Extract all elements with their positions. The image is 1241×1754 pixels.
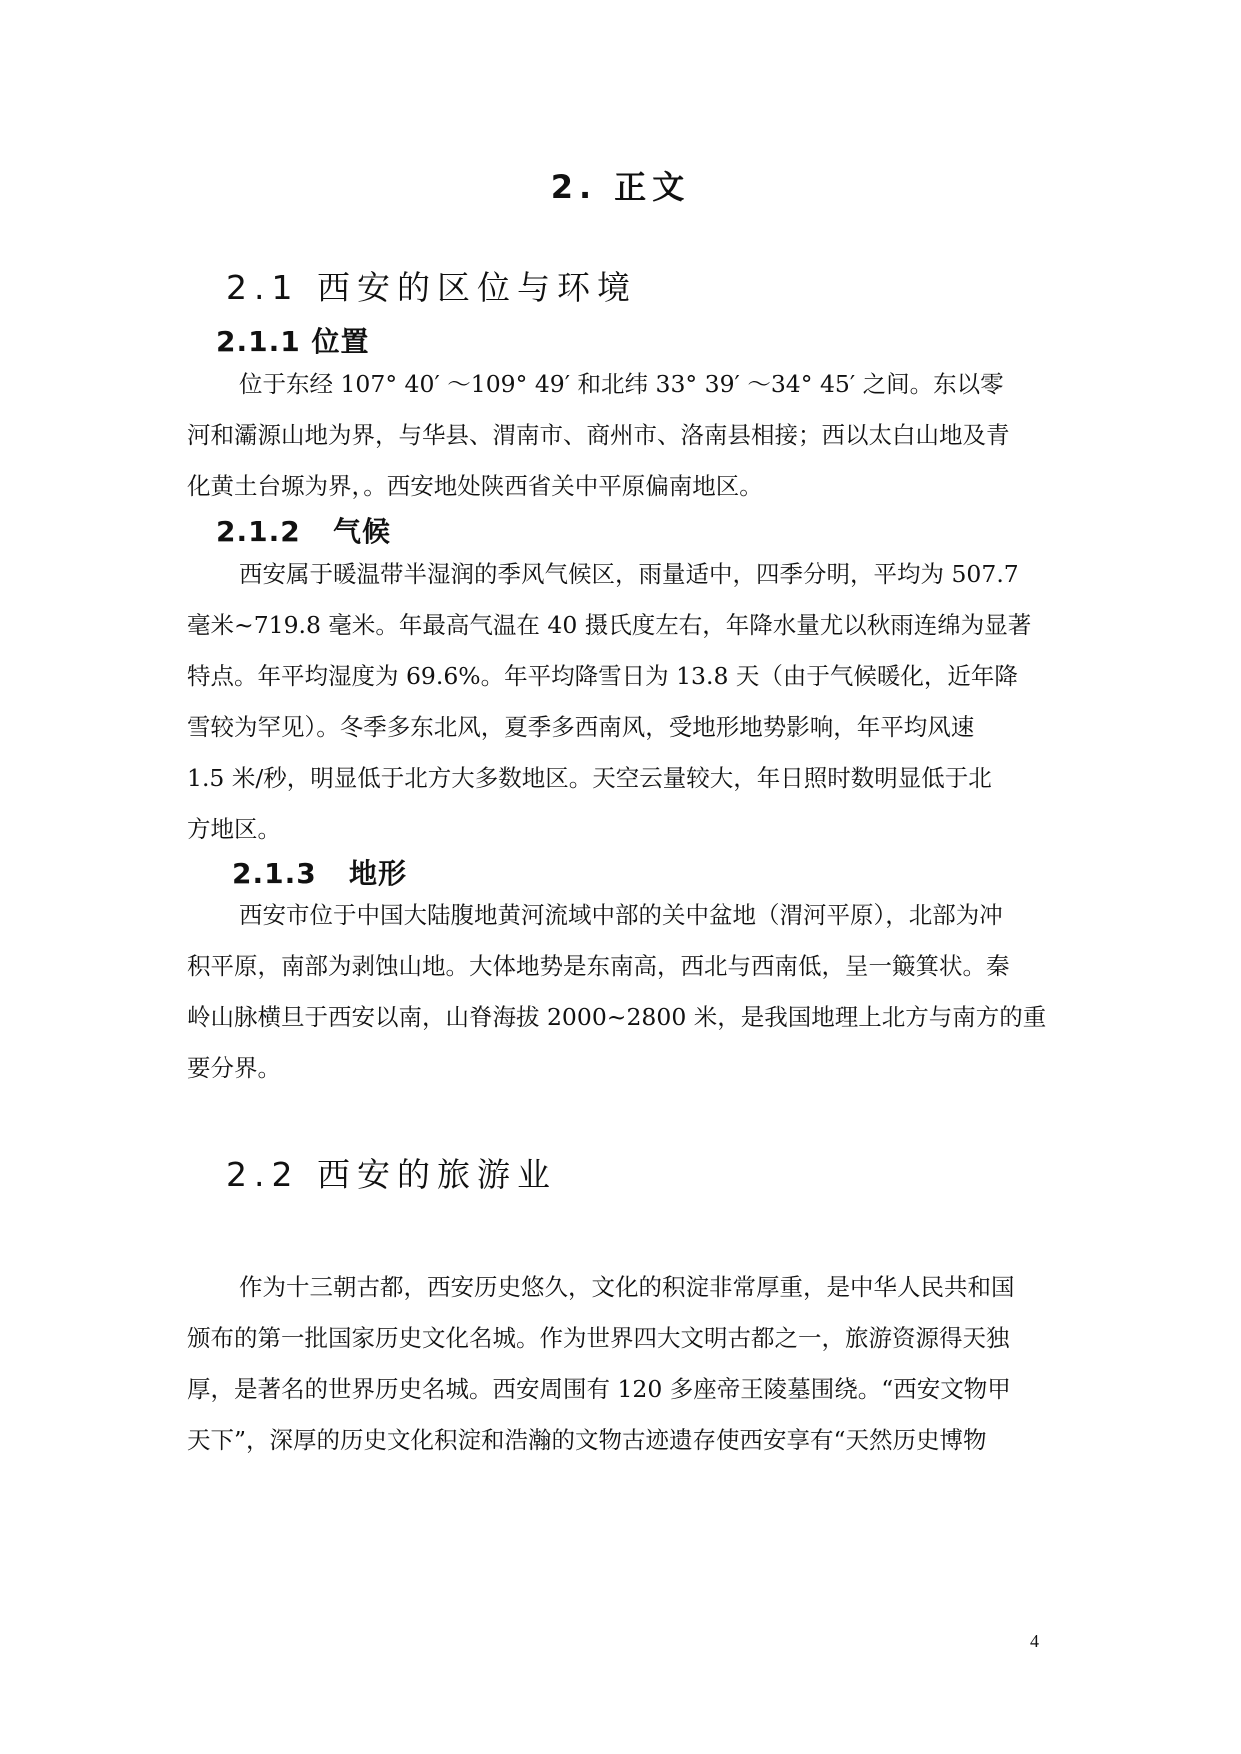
section-title-2-1: 2.1 西安的区位与环境 [226,268,637,307]
subsection-title-2-1-3: 2.1.3 地形 [232,857,407,890]
subsection-title-2-1-1: 2.1.1 位置 [216,325,370,358]
page-number: 4 [1030,1631,1039,1651]
paragraph-line: 西安市位于中国大陆腹地黄河流域中部的关中盆地（渭河平原），北部为冲 [239,901,1003,929]
paragraph-line: 天下”，深厚的历史文化积淀和浩瀚的文物古迹遗存使西安享有“天然历史博物 [187,1426,987,1454]
paragraph-line: 位于东经 107° 40′ ～109° 49′ 和北纬 33° 39′ ～34° 45′ 之间。东以零 [239,370,1004,398]
paragraph-line: 化黄土台塬为界，。西安地处陕西省关中平原偏南地区。 [187,472,763,500]
paragraph-tourism [187,1262,1057,1466]
paragraph-line: 毫米~719.8 毫米。年最高气温在 40 摄氏度左右，年降水量尤以秋雨连绵为显著 [187,611,1032,639]
paragraph-terrain [187,890,1057,1094]
paragraph-location [187,359,1057,512]
paragraph-line: 作为十三朝古都，西安历史悠久，文化的积淀非常厚重，是中华人民共和国 [239,1273,1015,1301]
chapter-title: 2. 正文 [550,168,691,206]
paragraph-line: 岭山脉横旦于西安以南，山脊海拔 2000~2800 米，是我国地理上北方与南方的重 [187,1003,1047,1031]
paragraph-line: 颁布的第一批国家历史文化名城。作为世界四大文明古都之一，旅游资源得天独 [187,1324,1010,1352]
paragraph-line: 方地区。 [187,815,281,843]
paragraph-line: 厚，是著名的世界历史名城。西安周围有 120 多座帝王陵墓围绕。“西安文物甲 [187,1375,1011,1403]
paragraph-line: 1.5 米/秒，明显低于北方大多数地区。天空云量较大，年日照时数明显低于北 [187,764,992,792]
paragraph-line: 特点。年平均湿度为 69.6%。年平均降雪日为 13.8 天（由于气候暖化，近年降 [187,662,1018,690]
subsection-title-2-1-2: 2.1.2 气候 [216,515,391,548]
paragraph-line: 积平原，南部为剥蚀山地。大体地势是东南高，西北与西南低，呈一簸箕状。秦 [187,952,1010,980]
paragraph-line: 雪较为罕见）。冬季多东北风，夏季多西南风，受地形地势影响，年平均风速 [187,713,975,741]
paragraph-line: 西安属于暖温带半湿润的季风气候区，雨量适中，四季分明，平均为 507.7 [239,560,1019,588]
paragraph-line: 要分界。 [187,1054,281,1082]
section-title-2-2: 2.2 西安的旅游业 [226,1155,557,1194]
paragraph-line: 河和灞源山地为界，与华县、渭南市、商州市、洛南县相接；西以太白山地及青 [187,421,1010,449]
paragraph-climate [187,549,1057,855]
